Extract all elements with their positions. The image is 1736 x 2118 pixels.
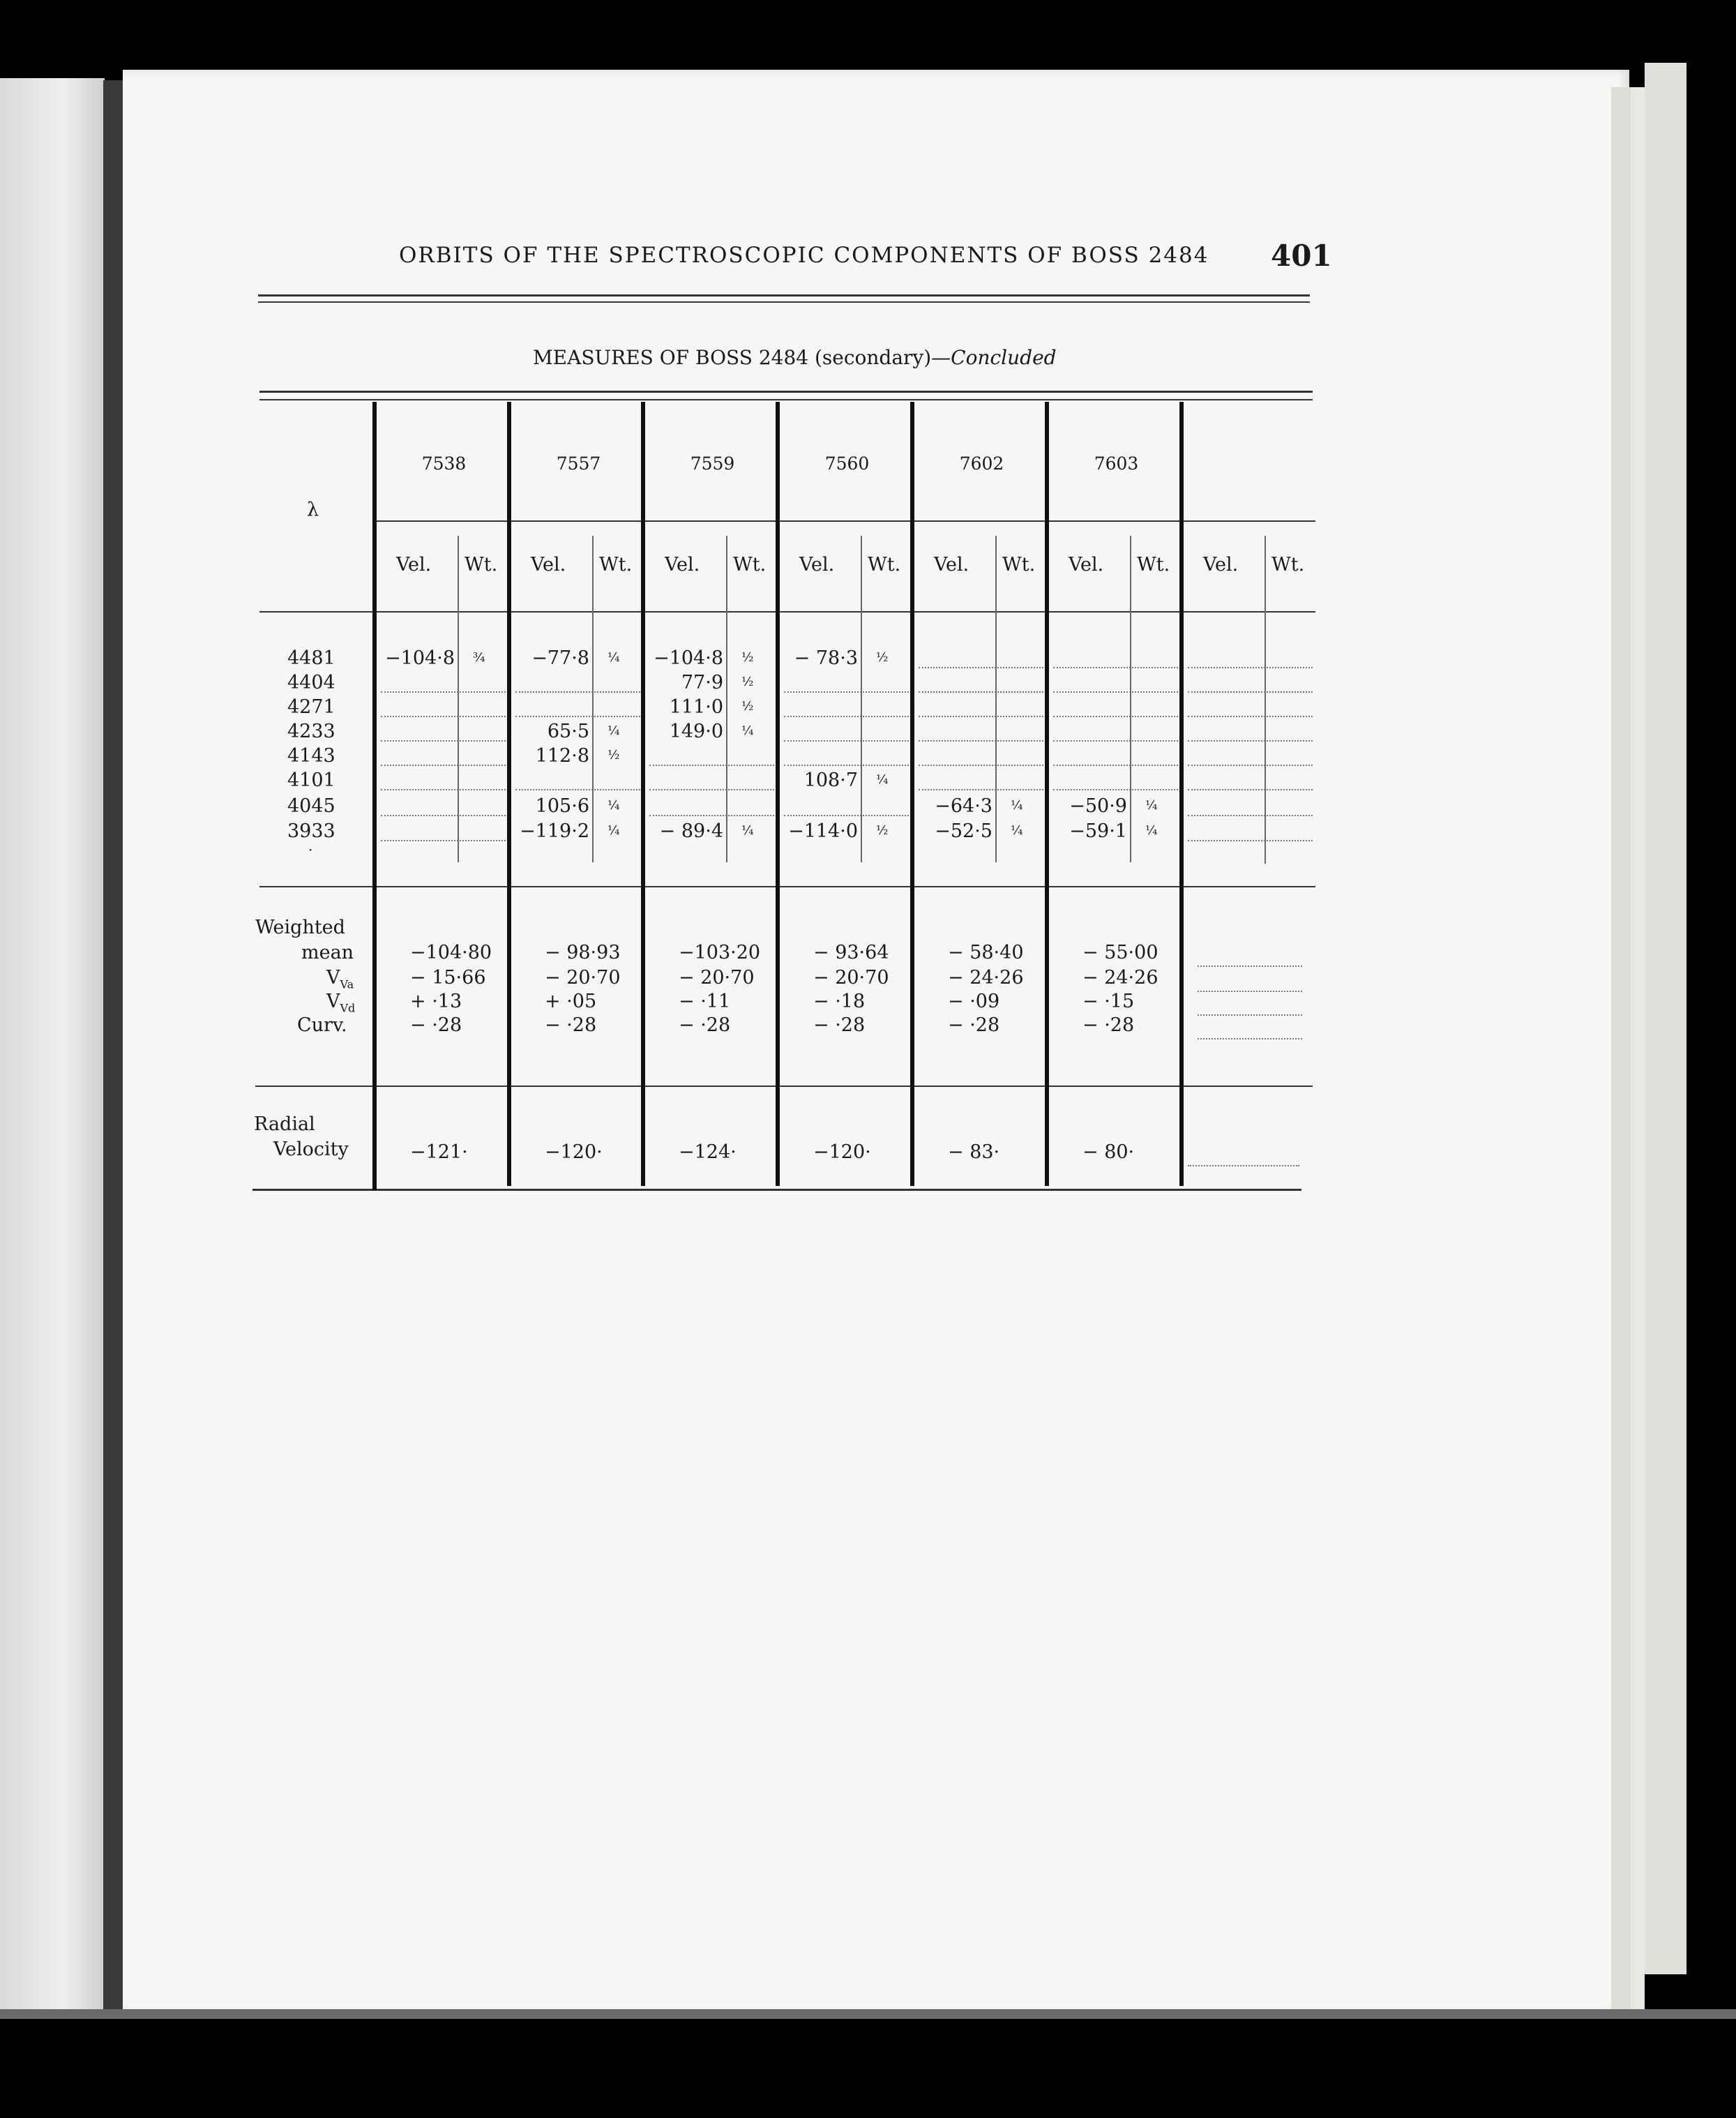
velocity-value: −104·8 <box>385 647 455 669</box>
velocity-label: Velocity <box>273 1139 349 1160</box>
dotted-leader <box>515 716 640 717</box>
velocity-value: −59·1 <box>1069 820 1127 842</box>
vel-header: Vel. <box>665 554 700 576</box>
curv-label: Curv. <box>297 1014 347 1036</box>
plate-header-rule <box>377 520 1315 522</box>
book-gutter <box>103 80 123 2009</box>
header-rule <box>258 301 1310 303</box>
page-edge <box>1631 87 1645 2009</box>
weight-value: ¼ <box>876 772 889 787</box>
column-divider <box>372 402 377 1190</box>
vel-wt-divider <box>861 536 862 862</box>
dotted-leader <box>1053 716 1178 717</box>
radial-label: Radial <box>254 1113 315 1135</box>
plate-number: 7557 <box>556 453 601 474</box>
dotted-leader <box>1198 991 1302 992</box>
vel-header: Vel. <box>799 554 835 576</box>
dotted-leader <box>515 789 640 790</box>
dotted-leader <box>919 740 1043 742</box>
velocity-value: −77·8 <box>531 647 589 669</box>
velocity-value: 65·5 <box>547 721 589 742</box>
dotted-leader <box>919 789 1043 790</box>
vel-wt-divider <box>592 536 594 862</box>
weight-value: ½ <box>876 650 889 665</box>
left-page-edge <box>0 78 105 2009</box>
plate-number: 7538 <box>421 453 467 474</box>
weight-value: ½ <box>741 675 754 689</box>
dotted-leader <box>1188 1165 1299 1166</box>
table-top-rule <box>259 391 1313 393</box>
weight-value: ¼ <box>1011 823 1023 838</box>
dotted-leader <box>649 789 774 790</box>
summary-vd: − ·11 <box>679 991 731 1012</box>
page-edge <box>1611 87 1631 2009</box>
weight-value: ¼ <box>607 823 620 838</box>
dotted-leader <box>1053 740 1178 742</box>
table-top-rule <box>259 399 1313 400</box>
dotted-leader <box>381 691 506 693</box>
vel-header: Vel. <box>396 554 432 576</box>
dotted-leader <box>784 765 909 766</box>
weight-value: ¼ <box>1145 823 1158 838</box>
dotted-leader <box>919 765 1043 766</box>
wavelength-label: 4101 <box>287 769 335 791</box>
velocity-value: −50·9 <box>1069 795 1127 817</box>
summary-va: − 20·70 <box>813 967 889 989</box>
velocity-value: − 78·3 <box>794 647 858 669</box>
weight-value: ½ <box>741 699 754 714</box>
summary-curv: − ·28 <box>545 1014 597 1036</box>
dot-mark: · <box>308 841 313 858</box>
dotted-leader <box>919 716 1043 717</box>
dotted-leader <box>1198 1038 1302 1039</box>
velocity-value: −119·2 <box>520 820 589 842</box>
dotted-leader <box>784 691 909 693</box>
dotted-leader <box>1053 765 1178 766</box>
summary-radial: −120· <box>545 1141 603 1163</box>
wt-header: Wt. <box>1137 554 1170 576</box>
summary-mean: − 55·00 <box>1082 942 1158 963</box>
weight-value: ½ <box>607 748 620 763</box>
velocity-value: −104·8 <box>654 647 723 669</box>
summary-va: − 15·66 <box>410 967 486 989</box>
summary-radial: −121· <box>410 1141 468 1163</box>
wt-header: Wt. <box>868 554 901 576</box>
wavelength-label: 4271 <box>287 696 335 718</box>
summary-radial: −120· <box>813 1141 871 1163</box>
summary-mean: −103·20 <box>679 942 761 963</box>
wavelength-label: 4233 <box>287 721 335 742</box>
plate-number: 7603 <box>1094 453 1139 474</box>
summary-vd: − ·09 <box>948 991 1000 1012</box>
summary-radial: −124· <box>679 1141 737 1163</box>
dotted-leader <box>1198 1014 1302 1016</box>
wt-header: Wt. <box>465 554 498 576</box>
dotted-leader <box>1188 691 1313 693</box>
column-header-rule <box>259 611 1315 613</box>
weight-value: ¼ <box>741 823 754 838</box>
summary-curv: − ·28 <box>679 1014 731 1036</box>
summary-radial: − 80· <box>1082 1141 1135 1163</box>
summary-vd: − ·18 <box>813 991 866 1012</box>
dotted-leader <box>1188 789 1313 790</box>
column-divider <box>910 402 914 1186</box>
dotted-leader <box>381 740 506 742</box>
vel-header: Vel. <box>934 554 969 576</box>
dotted-leader <box>1188 815 1313 816</box>
weight-value: ¼ <box>741 723 754 738</box>
dotted-leader <box>1053 789 1178 790</box>
plate-number: 7559 <box>690 453 735 474</box>
dotted-leader <box>515 691 640 693</box>
column-divider <box>641 402 645 1186</box>
lambda-header: λ <box>307 499 319 520</box>
scan-bottom-strip <box>0 2009 1736 2019</box>
dotted-leader <box>1053 691 1178 693</box>
vel-wt-divider <box>458 536 459 862</box>
dotted-leader <box>1198 966 1302 967</box>
plate-number: 7602 <box>959 453 1004 474</box>
column-divider <box>776 402 780 1186</box>
column-divider <box>1179 402 1184 1186</box>
velocity-value: −52·5 <box>935 820 992 842</box>
weight-value: ¾ <box>473 650 485 665</box>
wt-header: Wt. <box>1002 554 1036 576</box>
plate-number: 7560 <box>824 453 870 474</box>
wt-header: Wt. <box>599 554 633 576</box>
dotted-leader <box>1188 840 1313 841</box>
summary-mean: − 93·64 <box>813 942 889 963</box>
dotted-leader <box>1188 740 1313 742</box>
header-rule <box>258 294 1310 296</box>
vd-label: $V_{Vd}$ <box>326 991 356 1015</box>
dotted-leader <box>784 815 909 816</box>
page-edge <box>1645 63 1686 1974</box>
dotted-leader <box>381 765 506 766</box>
velocity-value: 77·9 <box>681 672 723 693</box>
summary-va: − 24·26 <box>1082 967 1158 989</box>
weight-value: ¼ <box>607 723 620 738</box>
velocity-value: 112·8 <box>535 745 589 767</box>
running-title: ORBITS OF THE SPECTROSCOPIC COMPONENTS OF BOSS 2484 <box>399 243 1209 268</box>
table-bottom-rule <box>252 1189 1301 1191</box>
column-divider <box>507 402 511 1186</box>
summary-curv: − ·28 <box>813 1014 866 1036</box>
mean-label: mean <box>301 942 354 963</box>
wavelength-label: 3933 <box>287 820 335 842</box>
summary-mean: − 98·93 <box>545 942 621 963</box>
dotted-leader <box>919 691 1043 693</box>
dotted-leader <box>1053 667 1178 668</box>
vel-header: Vel. <box>1069 554 1104 576</box>
weighted-label: Weighted <box>255 917 345 938</box>
dotted-leader <box>381 840 506 841</box>
dotted-leader <box>919 667 1043 668</box>
summary-vd: − ·15 <box>1082 991 1135 1012</box>
weight-value: ¼ <box>607 798 620 813</box>
wavelength-label: 4481 <box>287 647 335 669</box>
velocity-value: 111·0 <box>669 696 723 718</box>
velocity-value: 149·0 <box>669 721 723 742</box>
measures-bottom-rule <box>259 886 1315 887</box>
dotted-leader <box>381 716 506 717</box>
summary-mean: −104·80 <box>410 942 492 963</box>
dotted-leader <box>649 815 774 816</box>
velocity-value: − 89·4 <box>659 820 723 842</box>
weight-value: ¼ <box>1145 798 1158 813</box>
dotted-leader <box>784 716 909 717</box>
column-divider <box>1045 402 1049 1186</box>
wt-header: Wt. <box>1271 554 1305 576</box>
weight-value: ½ <box>741 650 754 665</box>
vel-wt-divider <box>995 536 997 862</box>
weight-value: ¼ <box>607 650 620 665</box>
dotted-leader <box>649 765 774 766</box>
dotted-leader <box>1188 765 1313 766</box>
weight-value: ¼ <box>1011 798 1023 813</box>
summary-radial: − 83· <box>948 1141 1000 1163</box>
velocity-value: 108·7 <box>803 769 858 791</box>
velocity-value: −114·0 <box>788 820 858 842</box>
dotted-leader <box>381 815 506 816</box>
summary-va: − 24·26 <box>948 967 1024 989</box>
dotted-leader <box>381 789 506 790</box>
wavelength-label: 4143 <box>287 745 335 767</box>
page-number: 401 <box>1271 239 1332 273</box>
vel-header: Vel. <box>531 554 566 576</box>
wt-header: Wt. <box>733 554 767 576</box>
summary-curv: − ·28 <box>410 1014 462 1036</box>
vel-header: Vel. <box>1203 554 1239 576</box>
dotted-leader <box>1188 667 1313 668</box>
summary-mean: − 58·40 <box>948 942 1024 963</box>
summary-va: − 20·70 <box>679 967 755 989</box>
dotted-leader <box>784 740 909 742</box>
wavelength-label: 4404 <box>287 672 335 693</box>
summary-curv: − ·28 <box>1082 1014 1135 1036</box>
vel-wt-divider <box>726 536 727 862</box>
dotted-leader <box>1188 716 1313 717</box>
summary-va: − 20·70 <box>545 967 621 989</box>
summary-curv: − ·28 <box>948 1014 1000 1036</box>
summary-vd: + ·13 <box>410 991 462 1012</box>
weight-value: ½ <box>876 823 889 838</box>
velocity-value: 105·6 <box>535 795 589 817</box>
wavelength-label: 4045 <box>287 795 335 817</box>
velocity-value: −64·3 <box>935 795 992 817</box>
va-label: $V_{Va}$ <box>326 967 354 991</box>
vel-wt-divider <box>1130 536 1131 862</box>
summary-bottom-rule <box>255 1086 1313 1087</box>
table-title: MEASURES OF BOSS 2484 (secondary)—Concluded <box>533 346 1057 369</box>
summary-vd: + ·05 <box>545 991 597 1012</box>
